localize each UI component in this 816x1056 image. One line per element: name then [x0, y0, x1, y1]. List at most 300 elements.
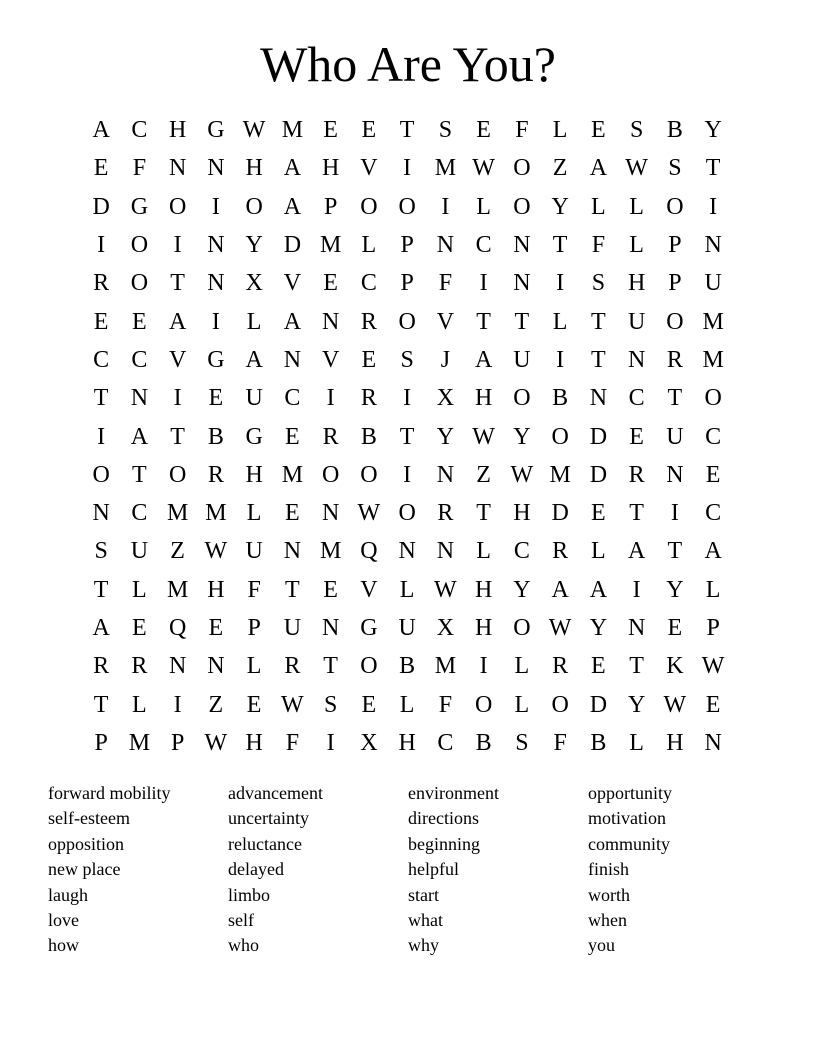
grid-letter: T: [591, 346, 606, 373]
grid-letter: Y: [589, 615, 608, 641]
grid-letter: W: [701, 653, 725, 680]
grid-letter: R: [552, 538, 569, 565]
grid-letter: V: [168, 346, 187, 373]
grid-letter: L: [629, 232, 644, 259]
grid-letter: N: [436, 461, 455, 488]
grid-letter: E: [361, 346, 377, 373]
grid-letter: U: [666, 423, 684, 450]
grid-letter: M: [166, 500, 189, 527]
grid-letter: R: [552, 653, 569, 680]
grid-letter: I: [211, 308, 220, 335]
grid-letter: V: [360, 155, 378, 182]
grid-letter: L: [629, 729, 644, 756]
grid-letter: L: [246, 308, 262, 335]
grid-letter: Y: [436, 423, 455, 450]
grid-letter: D: [589, 461, 608, 488]
grid-letter: A: [283, 308, 302, 335]
grid-letter: H: [513, 500, 531, 527]
grid-letter: L: [552, 308, 568, 335]
grid-letter: N: [130, 385, 149, 412]
grid-letter: E: [705, 461, 721, 488]
grid-letter: Y: [551, 193, 569, 220]
grid-letter: U: [245, 538, 263, 565]
grid-letter: N: [207, 232, 225, 259]
grid-letter: W: [625, 155, 648, 182]
grid-letter: W: [472, 155, 495, 182]
grid-letter: T: [476, 308, 491, 335]
grid-letter: O: [398, 500, 416, 527]
grid-letter: L: [246, 500, 262, 527]
grid-letter: T: [514, 308, 530, 335]
grid-letter: V: [436, 308, 455, 335]
grid-letter: Y: [513, 423, 531, 450]
grid-letter: H: [207, 576, 225, 603]
grid-letter: L: [514, 653, 530, 680]
grid-letter: L: [132, 691, 147, 718]
grid-letter: T: [591, 308, 606, 335]
grid-letter: N: [436, 232, 455, 259]
grid-letter: V: [321, 346, 340, 373]
grid-letter: B: [590, 729, 607, 756]
grid-letter: T: [667, 385, 683, 412]
grid-letter: W: [510, 461, 534, 488]
grid-letter: F: [515, 117, 529, 144]
grid-letter: W: [434, 576, 457, 603]
grid-letter: X: [436, 615, 455, 641]
grid-letter: O: [551, 691, 569, 718]
grid-letter: P: [668, 232, 682, 259]
grid-letter: O: [398, 193, 416, 220]
grid-letter: D: [589, 423, 608, 450]
grid-letter: L: [552, 117, 568, 144]
grid-letter: S: [629, 117, 644, 144]
grid-letter: K: [666, 653, 684, 680]
word-bank-column: [48, 781, 228, 959]
grid-letter: B: [399, 653, 416, 680]
word-bank-item: what: [408, 910, 443, 931]
grid-letter: O: [513, 155, 531, 182]
grid-letter: M: [281, 461, 304, 488]
grid-letter: G: [245, 423, 263, 450]
grid-letter: E: [361, 117, 377, 144]
grid-letter: D: [92, 193, 110, 220]
grid-letter: U: [704, 270, 722, 297]
grid-letter: C: [131, 346, 148, 373]
grid-letter: T: [285, 576, 300, 603]
grid-letter: D: [283, 232, 302, 259]
word-bank-item: start: [408, 884, 439, 905]
grid-letter: R: [93, 653, 110, 680]
grid-letter: T: [170, 270, 185, 297]
grid-letter: A: [704, 538, 722, 565]
grid-letter: M: [205, 500, 227, 527]
grid-letter: M: [128, 729, 151, 756]
grid-letter: T: [629, 653, 644, 680]
grid-letter: A: [283, 193, 302, 220]
grid-letter: O: [398, 308, 416, 335]
grid-letter: H: [627, 270, 646, 297]
grid-letter: H: [474, 576, 493, 603]
grid-letter: N: [283, 538, 302, 565]
grid-letter: I: [479, 653, 488, 680]
grid-letter: L: [705, 576, 721, 603]
grid-letter: Z: [170, 538, 185, 565]
grid-letter: E: [361, 691, 377, 718]
grid-letter: M: [281, 117, 304, 144]
grid-letter: T: [399, 423, 415, 450]
word-bank-column: [588, 781, 768, 959]
grid-letter: I: [326, 385, 335, 412]
grid-letter: V: [360, 576, 378, 603]
grid-letter: R: [360, 385, 377, 412]
grid-letter: E: [591, 117, 606, 144]
grid-letter: L: [132, 576, 147, 603]
grid-letter: P: [400, 270, 414, 297]
grid-letter: R: [628, 461, 645, 488]
grid-letter: F: [438, 691, 453, 718]
grid-letter: T: [552, 232, 568, 259]
grid-letter: R: [93, 270, 110, 297]
grid-letter: Y: [245, 232, 263, 259]
grid-letter: M: [166, 576, 189, 603]
grid-letter: E: [208, 385, 224, 412]
grid-letter: G: [207, 117, 225, 144]
grid-letter: Y: [704, 117, 722, 144]
grid-letter: O: [360, 193, 378, 220]
grid-letter: R: [437, 500, 454, 527]
grid-letter: X: [436, 385, 455, 412]
grid-letter: C: [131, 117, 148, 144]
grid-letter: W: [357, 500, 381, 527]
grid-letter: N: [207, 653, 225, 680]
grid-letter: H: [474, 385, 493, 412]
word-bank-item: when: [588, 910, 627, 931]
grid-letter: H: [245, 461, 263, 488]
grid-letter: W: [204, 729, 228, 756]
word-bank-item: reluctance: [228, 833, 302, 854]
grid-letter: R: [322, 423, 339, 450]
grid-letter: M: [319, 232, 342, 259]
grid-letter: E: [285, 500, 300, 527]
grid-letter: F: [285, 729, 300, 756]
grid-letter: I: [479, 270, 488, 297]
word-bank-item: worth: [588, 884, 630, 905]
word-bank-item: laugh: [48, 884, 88, 905]
grid-letter: N: [589, 385, 608, 412]
grid-letter: E: [323, 270, 338, 297]
grid-letter: S: [591, 270, 606, 297]
grid-letter: Y: [513, 576, 531, 603]
grid-letter: A: [474, 346, 493, 373]
word-bank-item: delayed: [228, 859, 284, 880]
word-bank-item: finish: [588, 859, 630, 880]
page-title: Who Are You?: [260, 36, 556, 92]
grid-letter: S: [668, 155, 682, 182]
grid-letter: H: [321, 155, 340, 182]
grid-letter: E: [132, 308, 147, 335]
grid-letter: U: [513, 346, 531, 373]
grid-letter: I: [326, 729, 335, 756]
grid-letter: O: [513, 615, 531, 641]
word-bank-item: why: [408, 935, 439, 956]
grid-letter: H: [245, 155, 263, 182]
word-bank-item: opportunity: [588, 783, 672, 803]
grid-letter: H: [168, 117, 187, 144]
grid-letter: N: [513, 270, 531, 297]
grid-letter: O: [666, 193, 684, 220]
grid-letter: M: [434, 653, 457, 680]
grid-letter: E: [132, 615, 147, 641]
grid-letter: L: [591, 193, 606, 220]
grid-letter: I: [97, 232, 106, 259]
grid-letter: C: [93, 346, 110, 373]
grid-letter: Q: [168, 615, 187, 641]
grid-letter: L: [476, 193, 491, 220]
grid-letter: N: [627, 615, 646, 641]
grid-letter: U: [245, 385, 263, 412]
word-bank-item: community: [588, 833, 670, 854]
word-bank-item: uncertainty: [228, 808, 309, 829]
grid-letter: W: [548, 615, 572, 641]
grid-letter: X: [245, 270, 263, 297]
grid-letter: I: [403, 461, 412, 488]
grid-letter: I: [709, 193, 718, 220]
grid-letter: U: [627, 308, 646, 335]
grid-letter: I: [403, 155, 412, 182]
grid-letter: Q: [360, 538, 378, 565]
grid-letter: Z: [208, 691, 224, 718]
word-bank-item: environment: [408, 783, 499, 803]
grid-letter: I: [556, 270, 565, 297]
grid-letter: T: [476, 500, 491, 527]
grid-letter: C: [475, 232, 492, 259]
grid-letter: O: [474, 691, 493, 718]
word-bank-item: you: [588, 935, 615, 956]
grid-letter: O: [168, 461, 187, 488]
grid-letter: O: [360, 653, 378, 680]
grid-letter: E: [246, 691, 262, 718]
grid-letter: A: [130, 423, 149, 450]
grid-letter: I: [173, 232, 182, 259]
grid-letter: E: [591, 653, 606, 680]
grid-letter: L: [476, 538, 491, 565]
grid-letter: S: [94, 538, 108, 565]
grid-letter: P: [323, 193, 338, 220]
grid-letter: E: [323, 576, 338, 603]
word-bank-item: beginning: [408, 833, 480, 854]
grid-letter: R: [666, 346, 683, 373]
grid-letter: W: [663, 691, 687, 718]
grid-letter: T: [93, 385, 109, 412]
grid-letter: E: [591, 500, 606, 527]
grid-letter: H: [666, 729, 684, 756]
grid-letter: D: [589, 691, 608, 718]
grid-letter: E: [705, 691, 721, 718]
grid-letter: A: [245, 346, 263, 373]
grid-letter: T: [170, 423, 185, 450]
grid-letter: I: [173, 385, 182, 412]
grid-letter: O: [130, 270, 149, 297]
grid-letter: N: [321, 615, 340, 641]
word-bank-item: self: [228, 910, 254, 931]
grid-letter: S: [515, 729, 529, 756]
grid-letter: A: [168, 308, 187, 335]
grid-letter: T: [93, 576, 109, 603]
grid-letter: I: [97, 423, 106, 450]
grid-letter: T: [629, 500, 644, 527]
grid-letter: F: [247, 576, 261, 603]
grid-letter: P: [668, 270, 682, 297]
grid-letter: X: [360, 729, 378, 756]
grid-letter: S: [323, 691, 338, 718]
grid-letter: F: [591, 232, 606, 259]
grid-letter: O: [551, 423, 569, 450]
grid-letter: N: [513, 232, 531, 259]
grid-letter: I: [211, 193, 220, 220]
grid-letter: O: [321, 461, 340, 488]
grid-letter: N: [704, 729, 722, 756]
grid-letter: H: [398, 729, 416, 756]
grid-letter: M: [702, 308, 724, 335]
grid-letter: B: [475, 729, 492, 756]
word-bank-item: advancement: [228, 783, 323, 803]
word-bank-item: opposition: [48, 833, 125, 854]
grid-letter: A: [589, 576, 608, 603]
grid-letter: Y: [666, 576, 684, 603]
grid-letter: A: [92, 615, 110, 641]
word-bank: [48, 781, 768, 959]
grid-letter: W: [204, 538, 228, 565]
grid-letter: P: [400, 232, 414, 259]
grid-letter: O: [92, 461, 110, 488]
grid-letter: T: [705, 155, 721, 182]
grid-letter: S: [400, 346, 414, 373]
grid-letter: N: [168, 155, 187, 182]
grid-letter: C: [705, 500, 722, 527]
grid-letter: M: [434, 155, 457, 182]
grid-letter: Y: [627, 691, 646, 718]
grid-letter: U: [283, 615, 302, 641]
grid-letter: L: [591, 538, 606, 565]
grid-letter: T: [93, 691, 109, 718]
grid-letter: V: [283, 270, 302, 297]
grid-letter: C: [360, 270, 377, 297]
grid-letter: U: [130, 538, 149, 565]
grid-letter: W: [281, 691, 304, 718]
grid-letter: H: [245, 729, 263, 756]
grid-letter: E: [285, 423, 300, 450]
grid-letter: L: [629, 193, 644, 220]
grid-letter: T: [399, 117, 415, 144]
grid-letter: B: [552, 385, 569, 412]
grid-letter: P: [247, 615, 261, 641]
grid-letter: F: [132, 155, 147, 182]
grid-letter: O: [130, 232, 149, 259]
grid-letter: M: [319, 538, 342, 565]
grid-letter: F: [438, 270, 453, 297]
word-bank-item: limbo: [228, 884, 271, 905]
grid-letter: G: [360, 615, 378, 641]
grid-letter: P: [706, 615, 720, 641]
grid-letter: M: [549, 461, 571, 488]
grid-letter: L: [514, 691, 530, 718]
word-bank-item: forward mobility: [48, 783, 171, 803]
grid-letter: R: [207, 461, 224, 488]
grid-letter: I: [403, 385, 412, 412]
grid-letter: C: [705, 423, 722, 450]
grid-letter: O: [360, 461, 378, 488]
grid-letter: E: [323, 117, 338, 144]
grid-letter: T: [323, 653, 338, 680]
grid-letter: N: [666, 461, 684, 488]
grid-letter: I: [441, 193, 450, 220]
grid-letter: N: [704, 232, 722, 259]
grid-letter: R: [131, 653, 148, 680]
grid-letter: L: [399, 576, 415, 603]
grid-letter: W: [242, 117, 266, 144]
grid-letter: N: [92, 500, 110, 527]
grid-letter: A: [92, 117, 110, 144]
grid-letter: P: [94, 729, 108, 756]
grid-letter: B: [360, 423, 377, 450]
grid-letter: C: [513, 538, 530, 565]
word-bank-item: how: [48, 935, 79, 956]
grid-letter: L: [399, 691, 415, 718]
grid-letter: A: [627, 538, 646, 565]
grid-letter: A: [283, 155, 302, 182]
grid-letter: O: [513, 385, 531, 412]
grid-letter: S: [438, 117, 453, 144]
word-bank-item: who: [228, 935, 259, 956]
grid-letter: R: [284, 653, 301, 680]
grid-letter: N: [436, 538, 455, 565]
grid-letter: G: [207, 346, 225, 373]
grid-letter: Z: [476, 461, 491, 488]
grid-letter: C: [437, 729, 454, 756]
word-bank-column: [408, 781, 588, 959]
grid-letter: A: [551, 576, 569, 603]
grid-letter: C: [628, 385, 645, 412]
grid-letter: A: [589, 155, 608, 182]
grid-letter: L: [246, 653, 262, 680]
grid-letter: N: [627, 346, 646, 373]
grid-letter: H: [474, 615, 493, 641]
grid-letter: N: [168, 653, 187, 680]
grid-letter: E: [93, 155, 109, 182]
grid-letter: T: [132, 461, 147, 488]
grid-letter: N: [207, 155, 225, 182]
grid-letter: D: [551, 500, 569, 527]
word-bank-column: [228, 781, 408, 959]
grid-letter: I: [670, 500, 679, 527]
grid-letter: I: [556, 346, 565, 373]
grid-letter: C: [131, 500, 148, 527]
word-bank-item: helpful: [408, 859, 459, 880]
grid-letter: O: [513, 193, 531, 220]
grid-letter: B: [207, 423, 224, 450]
grid-letter: I: [173, 691, 182, 718]
grid-letter: F: [553, 729, 567, 756]
grid-letter: T: [667, 538, 683, 565]
word-bank-item: new place: [48, 859, 121, 880]
grid-letter: R: [360, 308, 377, 335]
grid-letter: N: [283, 346, 302, 373]
grid-letter: C: [284, 385, 301, 412]
grid-letter: N: [321, 500, 340, 527]
word-bank-item: self-esteem: [48, 808, 130, 829]
grid-letter: N: [321, 308, 340, 335]
word-bank-item: love: [48, 910, 79, 931]
